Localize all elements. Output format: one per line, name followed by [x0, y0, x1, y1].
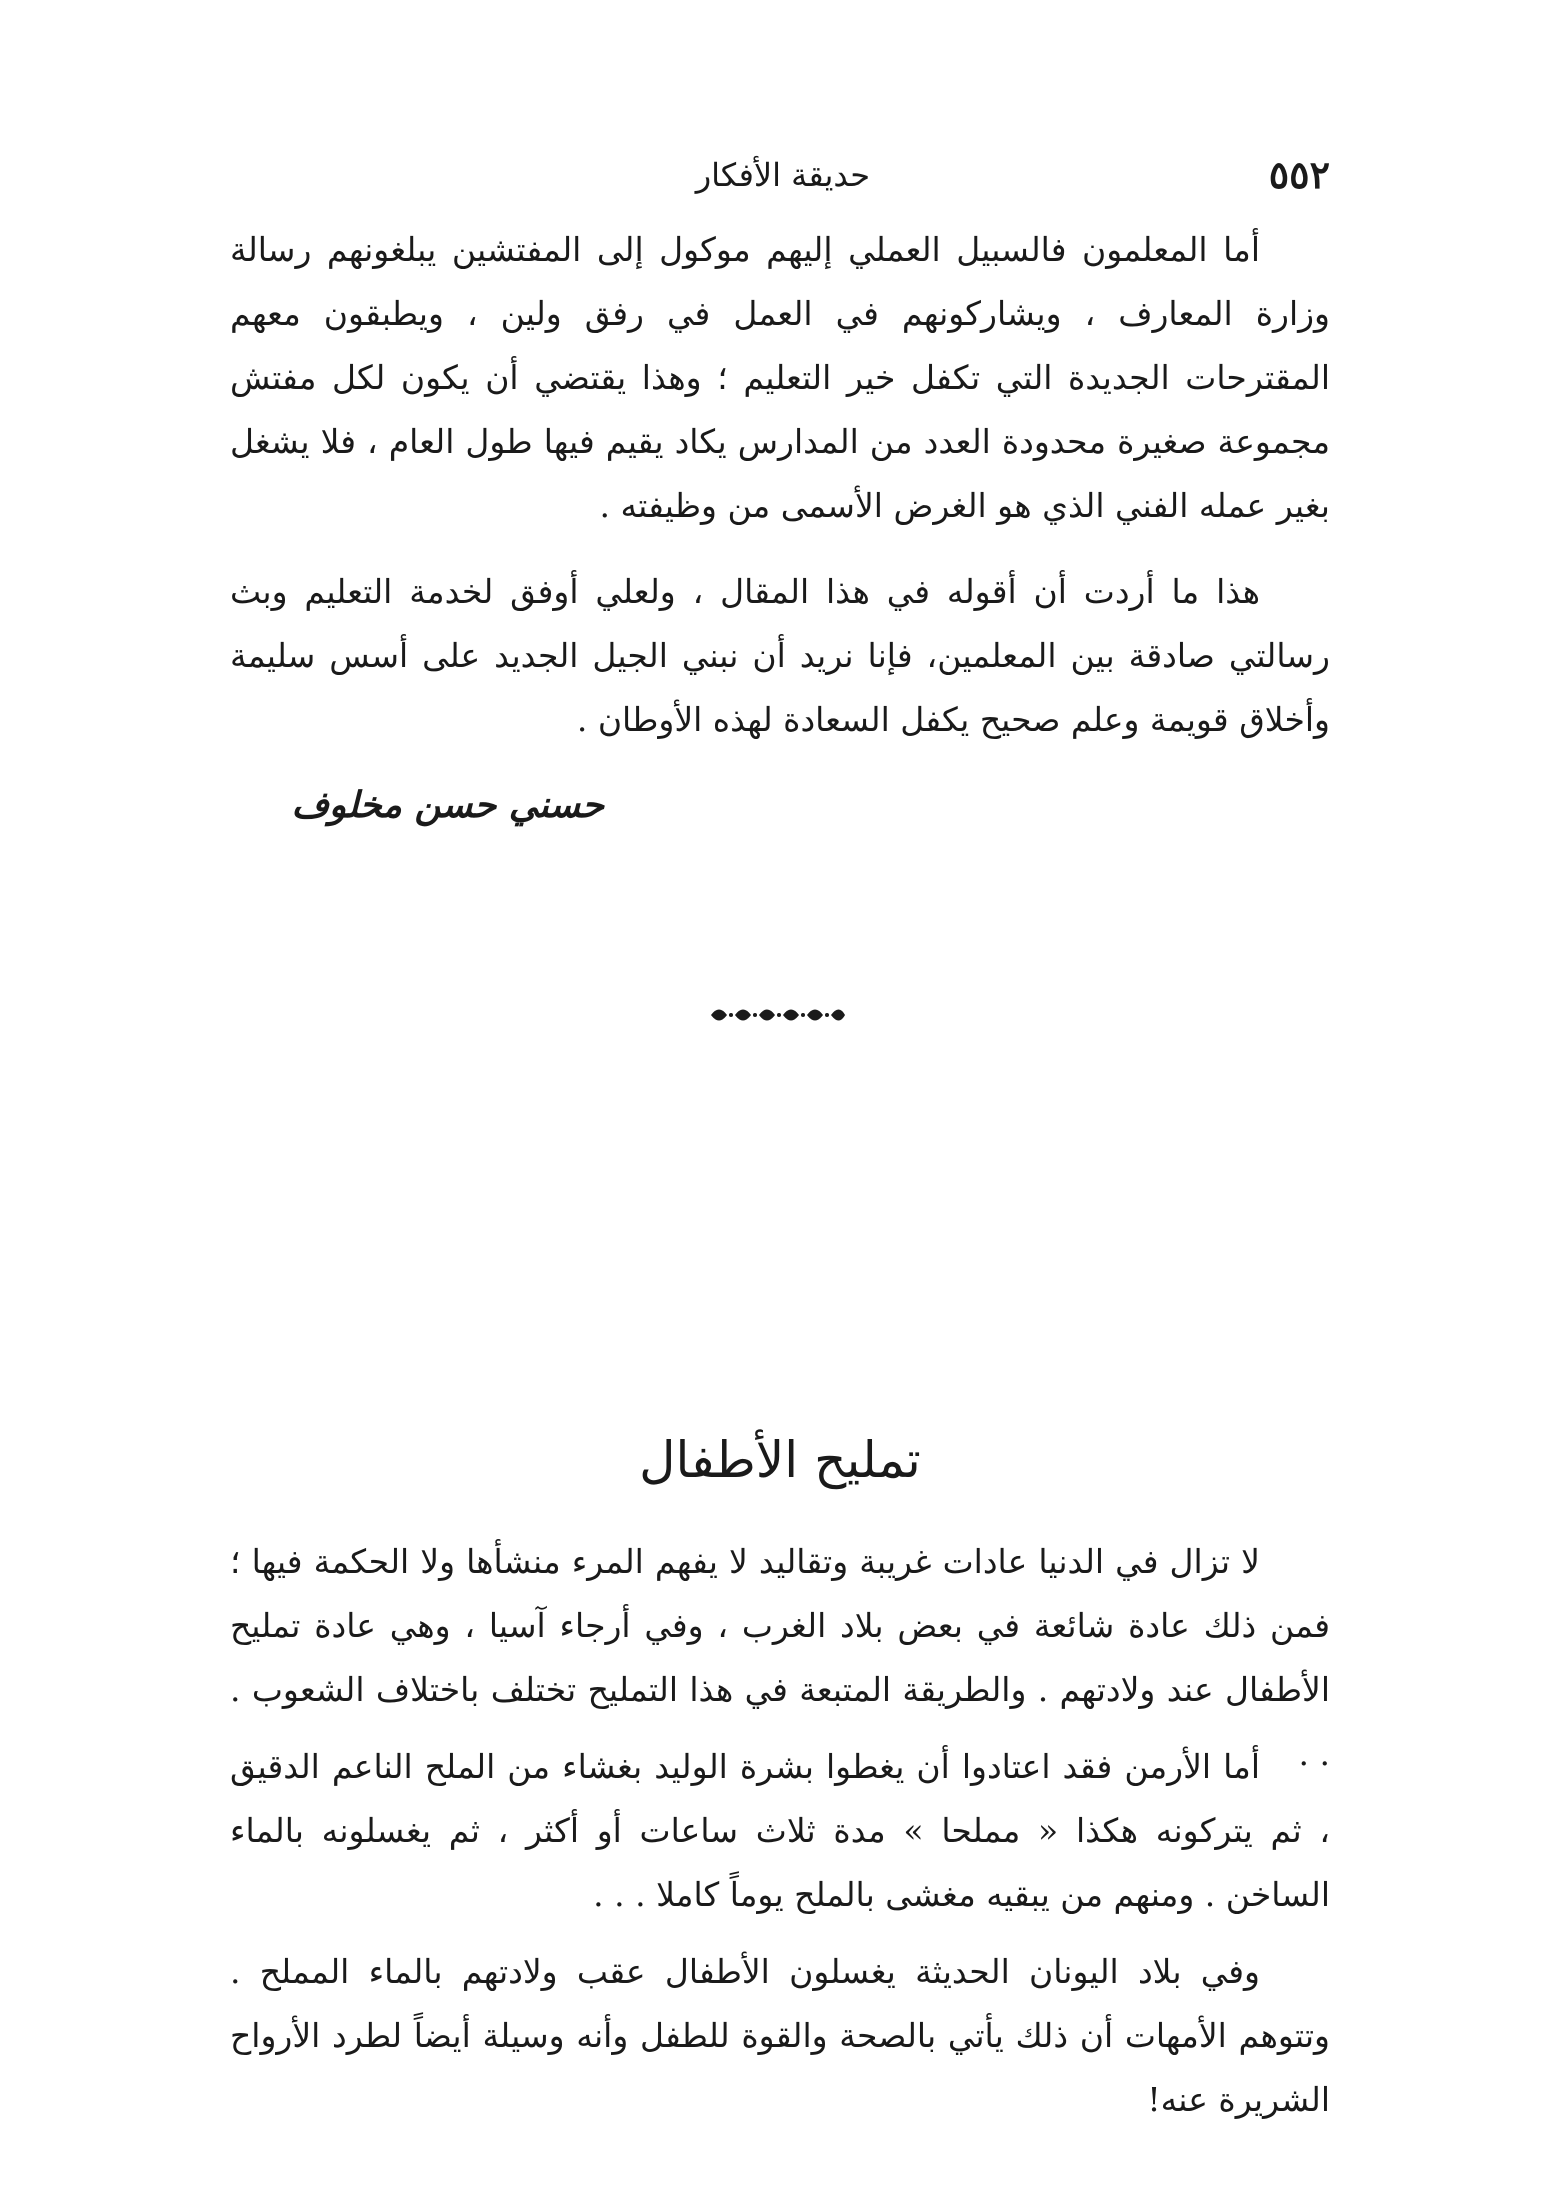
floral-divider-icon: [707, 1000, 847, 1030]
article-title: تمليح الأطفال: [639, 1431, 921, 1489]
paragraph-text: وفي بلاد اليونان الحديثة يغسلون الأطفال عقب ولادتهم بالماء المملح . وتتوهم الأمهات أن ذلك يأتي بالصحة والقوة للطفل وأنه وسيلة أيضاً لطرد الأرواح الشريرة عنه!: [230, 1952, 1330, 2119]
running-title: حديقة الأفكار: [695, 156, 870, 194]
paragraph-text: لا تزال في الدنيا عادات غريبة وتقاليد لا يفهم المرء منشأها ولا الحكمة فيها ؛ فمن ذلك عادة شائعة في بعض بلاد الغرب ، وفي أرجاء آسيا ، وهي عادة تمليح الأطفال عند ولادتهم . والطريقة المتبعة في هذا التمليح تختلف باختلاف الشعوب . . .: [230, 1542, 1330, 1773]
article-end-paragraph-1: [230, 218, 1330, 538]
running-head: [230, 150, 1330, 200]
paragraph-text: هذا ما أردت أن أقوله في هذا المقال ، ولعلي أوفق لخدمة التعليم وبث رسالتي صادقة بين المعلمين، فإنا نريد أن نبني الجيل الجديد على أسس سليمة وأخلاق قويمة وعلم صحيح يكفل السعادة لهذه الأوطان .: [230, 572, 1330, 739]
author-signature: حسني حسن مخلوف: [291, 784, 604, 826]
article-paragraph-2: [230, 1735, 1330, 1927]
article-end-paragraph-2: [230, 560, 1330, 752]
article-paragraph-3: [230, 1940, 1330, 2132]
paragraph-text: أما المعلمون فالسبيل العملي إليهم موكول إلى المفتشين يبلغونهم رسالة وزارة المعارف ، ويشاركونهم في العمل في رفق ولين ، ويطبقون معهم المقترحات الجديدة التي تكفل خير التعليم ؛ وهذا يقتضي أن يكون لكل مفتش مجموعة صغيرة محدودة العدد من المدارس يكاد يقيم فيها طول العام ، فلا يشغل بغير عمله الفني الذي هو الغرض الأسمى من وظيفته .: [230, 230, 1330, 525]
page-number: ٥٥٢: [1268, 152, 1330, 197]
paragraph-text: أما الأرمن فقد اعتادوا أن يغطوا بشرة الوليد بغشاء من الملح الناعم الدقيق ، ثم يتركونه هكذا « مملحا » مدة ثلاث ساعات أو أكثر ، ثم يغسلونه بالماء الساخن . ومنهم من يبقيه مغشى بالملح يوماً كاملا . . .: [230, 1747, 1330, 1914]
